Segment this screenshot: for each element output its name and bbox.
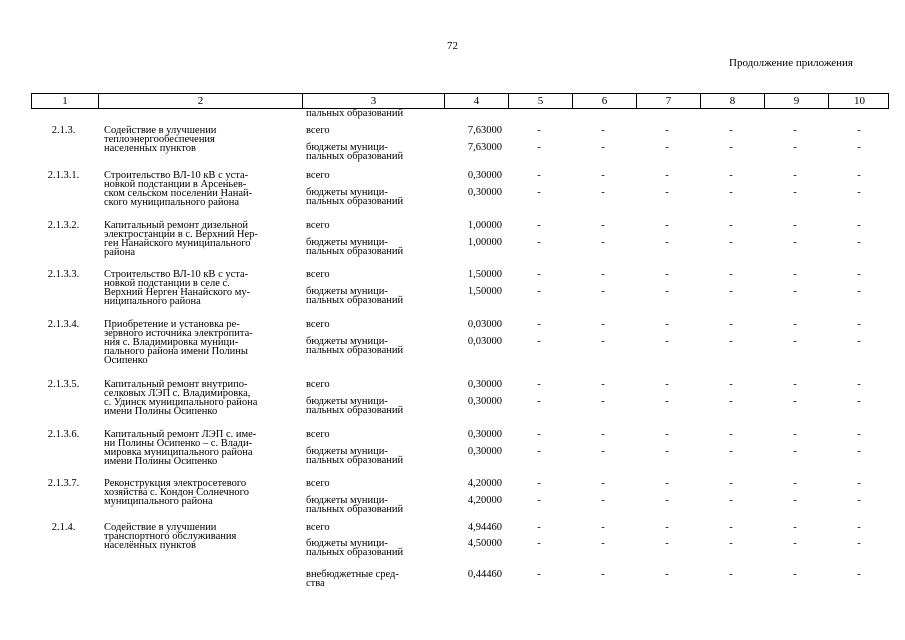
funding-source [306, 570, 446, 588]
funding-source-line: пальных образований [306, 295, 404, 306]
empty-cell-dash: - [857, 522, 861, 533]
item-name-line: ском сельском поселении Нанай- [104, 188, 253, 199]
funding-source-line: всего [306, 170, 330, 181]
empty-cell-dash: - [665, 569, 669, 580]
funding-source [306, 188, 446, 206]
empty-cell-dash: - [857, 269, 861, 280]
empty-cell-dash: - [601, 569, 605, 580]
item-name-line: Капитальный ремонт внутрипо- [104, 379, 248, 390]
empty-cell-dash: - [729, 538, 733, 549]
funding-source-line: бюджеты муници- [306, 237, 388, 248]
funding-source-line: бюджеты муници- [306, 446, 388, 457]
funding-value: 7,63000 [467, 142, 502, 153]
empty-cell-dash: - [537, 495, 541, 506]
item-name-line: Капитальный ремонт дизельной [104, 220, 248, 231]
empty-cell-dash: - [537, 569, 541, 580]
empty-cell-dash: - [665, 269, 669, 280]
empty-cell-dash: - [665, 336, 669, 347]
empty-cell-dash: - [537, 336, 541, 347]
item-name-line: муниципального района [104, 496, 213, 507]
empty-cell-dash: - [857, 187, 861, 198]
funding-source [306, 539, 446, 557]
item-name-line: пального района имени Полины [104, 346, 248, 357]
empty-cell-dash: - [729, 125, 733, 136]
funding-source-line: всего [306, 220, 330, 231]
funding-source-line: всего [306, 522, 330, 533]
empty-cell-dash: - [857, 538, 861, 549]
continued-source-text: пальных образований [306, 108, 404, 119]
empty-cell-dash: - [601, 142, 605, 153]
item-name-line: Реконструкция электросетевого [104, 478, 247, 489]
empty-cell-dash: - [601, 125, 605, 136]
item-name [104, 523, 304, 550]
item-name-line: Строительство ВЛ-10 кВ с уста- [104, 269, 249, 280]
item-number: 2.1.3.7. [47, 478, 80, 489]
empty-cell-dash: - [793, 286, 797, 297]
empty-cell-dash: - [665, 187, 669, 198]
funding-value: 4,94460 [467, 522, 502, 533]
empty-cell-dash: - [729, 569, 733, 580]
item-name-line: Строительство ВЛ-10 кВ с уста- [104, 170, 249, 181]
funding-source [306, 238, 446, 256]
empty-cell-dash: - [857, 569, 861, 580]
item-name-line: Приобретение и установка ре- [104, 319, 240, 330]
empty-cell-dash: - [729, 187, 733, 198]
empty-cell-dash: - [665, 538, 669, 549]
item-number: 2.1.3.6. [47, 429, 80, 440]
item-name [104, 171, 304, 207]
empty-cell-dash: - [537, 286, 541, 297]
item-name-line: Содействие в улучшении [104, 522, 217, 533]
item-number: 2.1.3.2. [47, 220, 80, 231]
empty-cell-dash: - [729, 170, 733, 181]
empty-cell-dash: - [665, 237, 669, 248]
item-name-line: ния с. Владимировка муници- [104, 337, 239, 348]
empty-cell-dash: - [793, 446, 797, 457]
item-name-line: теплоэнергообеспечения [104, 134, 215, 145]
empty-cell-dash: - [793, 170, 797, 181]
empty-cell-dash: - [857, 446, 861, 457]
funding-source-line: пальных образований [306, 151, 404, 162]
empty-cell-dash: - [601, 522, 605, 533]
item-name-line: ген Нанайского муниципального [104, 238, 251, 249]
empty-cell-dash: - [793, 478, 797, 489]
empty-cell-dash: - [793, 396, 797, 407]
funding-source-line: бюджеты муници- [306, 142, 388, 153]
empty-cell-dash: - [857, 379, 861, 390]
funding-source-line: пальных образований [306, 345, 404, 356]
empty-cell-dash: - [601, 220, 605, 231]
empty-cell-dash: - [729, 319, 733, 330]
empty-cell-dash: - [729, 396, 733, 407]
empty-cell-dash: - [857, 170, 861, 181]
header-col-1: 1 [62, 95, 68, 107]
item-name [104, 270, 304, 306]
empty-cell-dash: - [793, 379, 797, 390]
funding-source-line: бюджеты муници- [306, 538, 388, 549]
empty-cell-dash: - [537, 319, 541, 330]
table-header [31, 93, 889, 109]
item-number: 2.1.3. [51, 125, 76, 136]
item-name-line: зервного источника электропита- [104, 328, 253, 339]
empty-cell-dash: - [665, 379, 669, 390]
empty-cell-dash: - [857, 336, 861, 347]
funding-source-line: пальных образований [306, 196, 404, 207]
funding-source-line: бюджеты муници- [306, 495, 388, 506]
page-number: 72 [447, 40, 458, 52]
empty-cell-dash: - [537, 170, 541, 181]
item-number: 2.1.4. [51, 522, 76, 533]
funding-value: 1,50000 [467, 269, 502, 280]
funding-source [306, 496, 446, 514]
item-number: 2.1.3.3. [47, 269, 80, 280]
funding-source-line: всего [306, 269, 330, 280]
empty-cell-dash: - [665, 446, 669, 457]
empty-cell-dash: - [793, 237, 797, 248]
empty-cell-dash: - [601, 336, 605, 347]
empty-cell-dash: - [601, 429, 605, 440]
funding-source-line: пальных образований [306, 405, 404, 416]
item-name [104, 380, 304, 416]
empty-cell-dash: - [601, 379, 605, 390]
funding-value: 1,50000 [467, 286, 502, 297]
empty-cell-dash: - [793, 269, 797, 280]
funding-source-line: пальных образований [306, 246, 404, 257]
empty-cell-dash: - [537, 429, 541, 440]
empty-cell-dash: - [601, 396, 605, 407]
empty-cell-dash: - [857, 319, 861, 330]
item-name-line: Осипенко [104, 355, 148, 366]
funding-source [306, 380, 446, 389]
empty-cell-dash: - [601, 187, 605, 198]
funding-source-line: всего [306, 319, 330, 330]
empty-cell-dash: - [729, 220, 733, 231]
empty-cell-dash: - [665, 495, 669, 506]
empty-cell-dash: - [729, 237, 733, 248]
empty-cell-dash: - [729, 269, 733, 280]
funding-value: 1,00000 [467, 237, 502, 248]
header-col-3: 3 [302, 94, 444, 108]
empty-cell-dash: - [857, 220, 861, 231]
empty-cell-dash: - [601, 495, 605, 506]
item-name-line: мировка муниципального района [104, 447, 253, 458]
funding-source [306, 287, 446, 305]
empty-cell-dash: - [537, 142, 541, 153]
funding-source-line: бюджеты муници- [306, 286, 388, 297]
header-col-7: 7 [636, 94, 700, 108]
empty-cell-dash: - [729, 495, 733, 506]
item-name-line: новкой подстанции в Арсеньев- [104, 179, 247, 190]
funding-value: 0,30000 [467, 187, 502, 198]
empty-cell-dash: - [857, 237, 861, 248]
empty-cell-dash: - [665, 286, 669, 297]
item-name-line: новкой подстанции в селе с. [104, 278, 230, 289]
empty-cell-dash: - [793, 569, 797, 580]
item-name [104, 126, 304, 153]
funding-source [306, 221, 446, 230]
funding-source [306, 270, 446, 279]
empty-cell-dash: - [537, 478, 541, 489]
funding-source [306, 337, 446, 355]
funding-source [306, 126, 446, 135]
item-name-line: ского муниципального района [104, 197, 240, 208]
empty-cell-dash: - [857, 429, 861, 440]
item-number: 2.1.3.1. [47, 170, 80, 181]
funding-source-line: бюджеты муници- [306, 396, 388, 407]
funding-value: 0,30000 [467, 170, 502, 181]
funding-value: 1,00000 [467, 220, 502, 231]
funding-source [306, 320, 446, 329]
empty-cell-dash: - [601, 170, 605, 181]
empty-cell-dash: - [729, 286, 733, 297]
empty-cell-dash: - [857, 125, 861, 136]
empty-cell-dash: - [665, 125, 669, 136]
empty-cell-dash: - [601, 319, 605, 330]
empty-cell-dash: - [793, 538, 797, 549]
empty-cell-dash: - [601, 446, 605, 457]
funding-value: 0,44460 [467, 569, 502, 580]
funding-source-line: всего [306, 125, 330, 136]
item-name [104, 430, 304, 466]
item-name-line: имени Полины Осипенко [104, 456, 218, 467]
empty-cell-dash: - [729, 522, 733, 533]
header-col-4: 4 [444, 94, 508, 108]
funding-value: 0,03000 [467, 319, 502, 330]
funding-value: 0,30000 [467, 429, 502, 440]
funding-source-line: пальных образований [306, 504, 404, 515]
funding-source [306, 171, 446, 180]
empty-cell-dash: - [665, 142, 669, 153]
empty-cell-dash: - [857, 396, 861, 407]
item-name-line: Содействие в улучшении [104, 125, 217, 136]
continuation-label: Продолжение приложения [729, 57, 853, 69]
empty-cell-dash: - [601, 538, 605, 549]
empty-cell-dash: - [857, 286, 861, 297]
item-name-line: транспортного обслуживания [104, 531, 237, 542]
empty-cell-dash: - [537, 446, 541, 457]
funding-source [306, 397, 446, 415]
item-name-line: Верхний Нерген Нанайского му- [104, 287, 251, 298]
item-name-line: Капитальный ремонт ЛЭП с. име- [104, 429, 257, 440]
empty-cell-dash: - [729, 336, 733, 347]
funding-value: 0,30000 [467, 396, 502, 407]
funding-value: 4,20000 [467, 495, 502, 506]
empty-cell-dash: - [601, 478, 605, 489]
empty-cell-dash: - [537, 522, 541, 533]
item-name-line: ниципального района [104, 296, 201, 307]
header-col-5: 5 [508, 94, 572, 108]
empty-cell-dash: - [665, 319, 669, 330]
funding-source-line: пальных образований [306, 547, 404, 558]
header-col-8: 8 [700, 94, 764, 108]
empty-cell-dash: - [793, 142, 797, 153]
header-col-9: 9 [764, 94, 828, 108]
empty-cell-dash: - [537, 125, 541, 136]
item-name-line: селковых ЛЭП с. Владимировка, [104, 388, 251, 399]
item-name-line: хозяйства с. Кондон Солнечного [104, 487, 249, 498]
funding-source-line: ства [306, 578, 325, 589]
item-number: 2.1.3.5. [47, 379, 80, 390]
funding-source-line: пальных образований [306, 455, 404, 466]
item-name-line: района [104, 247, 136, 258]
empty-cell-dash: - [793, 187, 797, 198]
funding-source [306, 143, 446, 161]
funding-source-line: бюджеты муници- [306, 336, 388, 347]
funding-value: 7,63000 [467, 125, 502, 136]
funding-source [306, 430, 446, 439]
empty-cell-dash: - [857, 495, 861, 506]
item-name-line: населённых пунктов [104, 540, 196, 551]
empty-cell-dash: - [729, 429, 733, 440]
empty-cell-dash: - [665, 220, 669, 231]
empty-cell-dash: - [665, 522, 669, 533]
empty-cell-dash: - [665, 478, 669, 489]
funding-source-line: всего [306, 478, 330, 489]
funding-source [306, 479, 446, 488]
funding-source-line: бюджеты муници- [306, 187, 388, 198]
empty-cell-dash: - [537, 220, 541, 231]
funding-value: 0,30000 [467, 379, 502, 390]
empty-cell-dash: - [793, 220, 797, 231]
empty-cell-dash: - [665, 429, 669, 440]
empty-cell-dash: - [857, 478, 861, 489]
empty-cell-dash: - [601, 269, 605, 280]
empty-cell-dash: - [729, 478, 733, 489]
empty-cell-dash: - [729, 379, 733, 390]
empty-cell-dash: - [665, 170, 669, 181]
empty-cell-dash: - [793, 429, 797, 440]
empty-cell-dash: - [857, 142, 861, 153]
empty-cell-dash: - [537, 538, 541, 549]
empty-cell-dash: - [793, 319, 797, 330]
funding-source [306, 447, 446, 465]
empty-cell-dash: - [793, 522, 797, 533]
empty-cell-dash: - [793, 125, 797, 136]
item-name-line: электростанции в с. Верхний Нер- [104, 229, 258, 240]
header-col-10: 10 [828, 94, 890, 108]
empty-cell-dash: - [793, 336, 797, 347]
item-name-line: населенных пунктов [104, 143, 196, 154]
funding-value: 4,50000 [467, 538, 502, 549]
empty-cell-dash: - [601, 286, 605, 297]
header-col-2: 2 [98, 94, 302, 108]
empty-cell-dash: - [729, 446, 733, 457]
funding-value: 0,03000 [467, 336, 502, 347]
empty-cell-dash: - [601, 237, 605, 248]
empty-cell-dash: - [537, 269, 541, 280]
item-name [104, 221, 304, 257]
funding-source-line: внебюджетные сред- [306, 569, 399, 580]
empty-cell-dash: - [665, 396, 669, 407]
header-col-6: 6 [572, 94, 636, 108]
funding-value: 4,20000 [467, 478, 502, 489]
empty-cell-dash: - [537, 379, 541, 390]
empty-cell-dash: - [729, 142, 733, 153]
item-name [104, 479, 304, 506]
item-name [104, 320, 304, 365]
empty-cell-dash: - [537, 396, 541, 407]
item-name-line: ни Полины Осипенко – с. Влади- [104, 438, 253, 449]
funding-source [306, 523, 446, 532]
item-name-line: с. Удинск муниципального района [104, 397, 258, 408]
funding-source-line: всего [306, 429, 330, 440]
item-name-line: имени Полины Осипенко [104, 406, 218, 417]
empty-cell-dash: - [793, 495, 797, 506]
item-number: 2.1.3.4. [47, 319, 80, 330]
empty-cell-dash: - [537, 187, 541, 198]
funding-source-line: всего [306, 379, 330, 390]
empty-cell-dash: - [537, 237, 541, 248]
funding-value: 0,30000 [467, 446, 502, 457]
